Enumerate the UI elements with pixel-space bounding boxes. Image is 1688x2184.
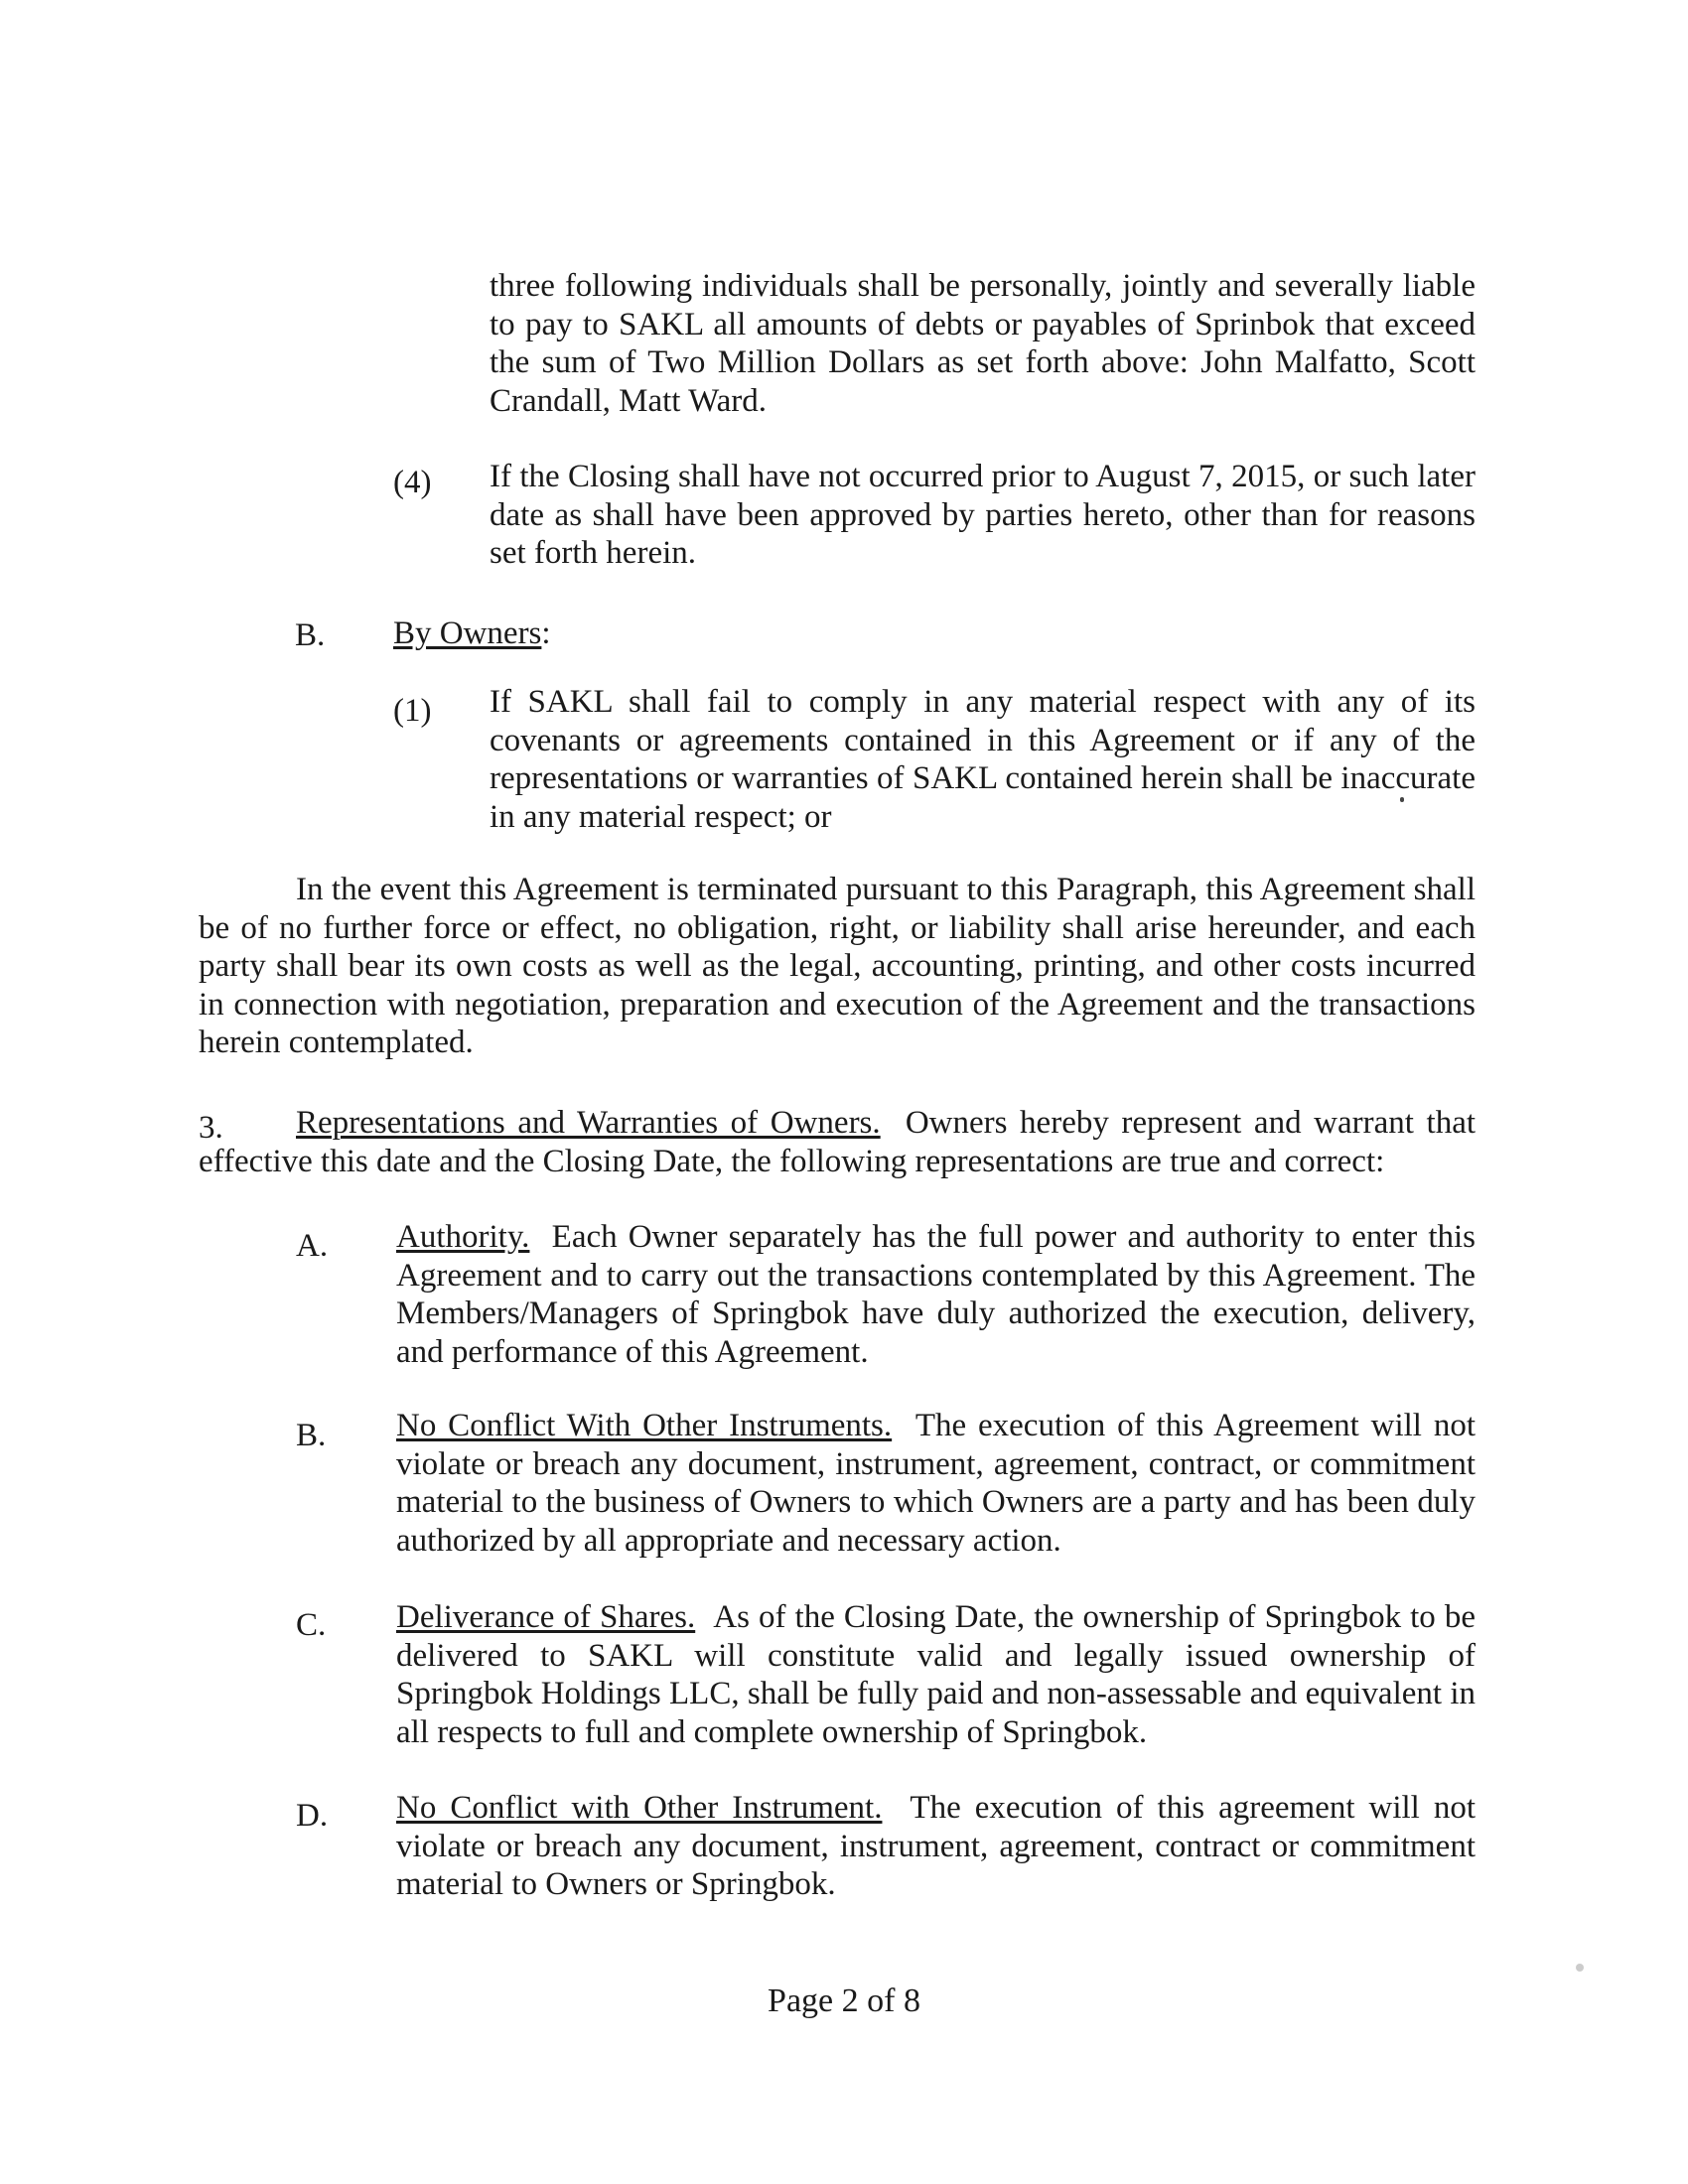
- rep-d-text: The execution of this agreement will not violate or breach any document, instrument, agreement, contract or commitment material to Owners or Springbok.: [396, 1790, 1476, 1902]
- rep-b-text: The execution of this Agreement will not violate or breach any document, instrument, agreement, contract, or commitment material to the business of Owners to which Owners are a party and has been duly authorized by all appropriate and necessary action.: [396, 1408, 1476, 1559]
- rep-b-letter: B.: [296, 1418, 327, 1453]
- section-b-heading-line: [393, 614, 551, 653]
- rep-c-heading: Deliverance of Shares.: [396, 1599, 696, 1635]
- item-a4-marker: (4): [393, 465, 432, 500]
- scan-speck: [1576, 1964, 1584, 1972]
- section-3-heading: Representations and Warranties of Owners.: [296, 1105, 881, 1141]
- item-b1-text: If SAKL shall fail to comply in any material respect with any of its covenants or agreements contained in this Agreement or if any of the representations or warranties of SAKL contained herein shall be inaccurate in any material respect; or: [490, 684, 1476, 835]
- continuation-paragraph: three following individuals shall be personally, jointly and severally liable to pay to SAKL all amounts of debts or payables of Sprinbok that exceed the sum of Two Million Dollars as set forth above: John Malfatto, Scott Crandall, Matt Ward.: [490, 268, 1476, 419]
- page-number: Page 2 of 8: [768, 1982, 920, 2019]
- rep-b-paragraph: [396, 1407, 1476, 1560]
- rep-d-heading: No Conflict with Other Instrument.: [396, 1790, 883, 1826]
- rep-c-paragraph: [396, 1598, 1476, 1751]
- section-b-heading: By Owners: [393, 615, 542, 651]
- rep-a-letter: A.: [296, 1228, 329, 1264]
- rep-a-text: Each Owner separately has the full power and authority to enter this Agreement and to carry out the transactions contemplated by this Agreement. The Members/Managers of Springbok have duly authorized the execution, delivery, and performance of this Agreement.: [396, 1219, 1477, 1370]
- section-3-paragraph: [199, 1104, 1476, 1180]
- item-a4-text: If the Closing shall have not occurred prior to August 7, 2015, or such later date as shall have been approved by parties hereto, other than for reasons set forth herein.: [490, 459, 1476, 571]
- section-b-heading-colon: :: [541, 615, 551, 651]
- scan-speck: [1400, 797, 1404, 802]
- item-b1-marker: (1): [393, 693, 432, 729]
- rep-c-text: As of the Closing Date, the ownership of Springbok to be delivered to SAKL will constitute valid and legally issued ownership of Springbok Holdings LLC, shall be fully paid and non-assessable and equivalent in all respects to full and complete ownership of Springbok.: [396, 1599, 1476, 1750]
- section-b-letter: B.: [295, 617, 326, 653]
- rep-c-letter: C.: [296, 1607, 327, 1643]
- rep-a-paragraph: [396, 1218, 1476, 1371]
- rep-d-paragraph: [396, 1789, 1476, 1904]
- rep-b-heading: No Conflict With Other Instruments.: [396, 1408, 893, 1443]
- rep-a-heading: Authority.: [396, 1219, 530, 1255]
- termination-paragraph: In the event this Agreement is terminated pursuant to this Paragraph, this Agreement shall be of no further force or effect, no obligation, right, or liability shall arise hereunder, and each party shall bear its own costs as well as the legal, accounting, printing, and other costs incurred in connection with negotiation, preparation and execution of the Agreement and the transactions herein contemplated.: [199, 872, 1476, 1060]
- section-3-text: Owners hereby represent and warrant that effective this date and the Closing Date, the following representations are true and correct:: [199, 1105, 1477, 1179]
- section-3-number: 3.: [199, 1110, 223, 1146]
- rep-d-letter: D.: [296, 1798, 329, 1834]
